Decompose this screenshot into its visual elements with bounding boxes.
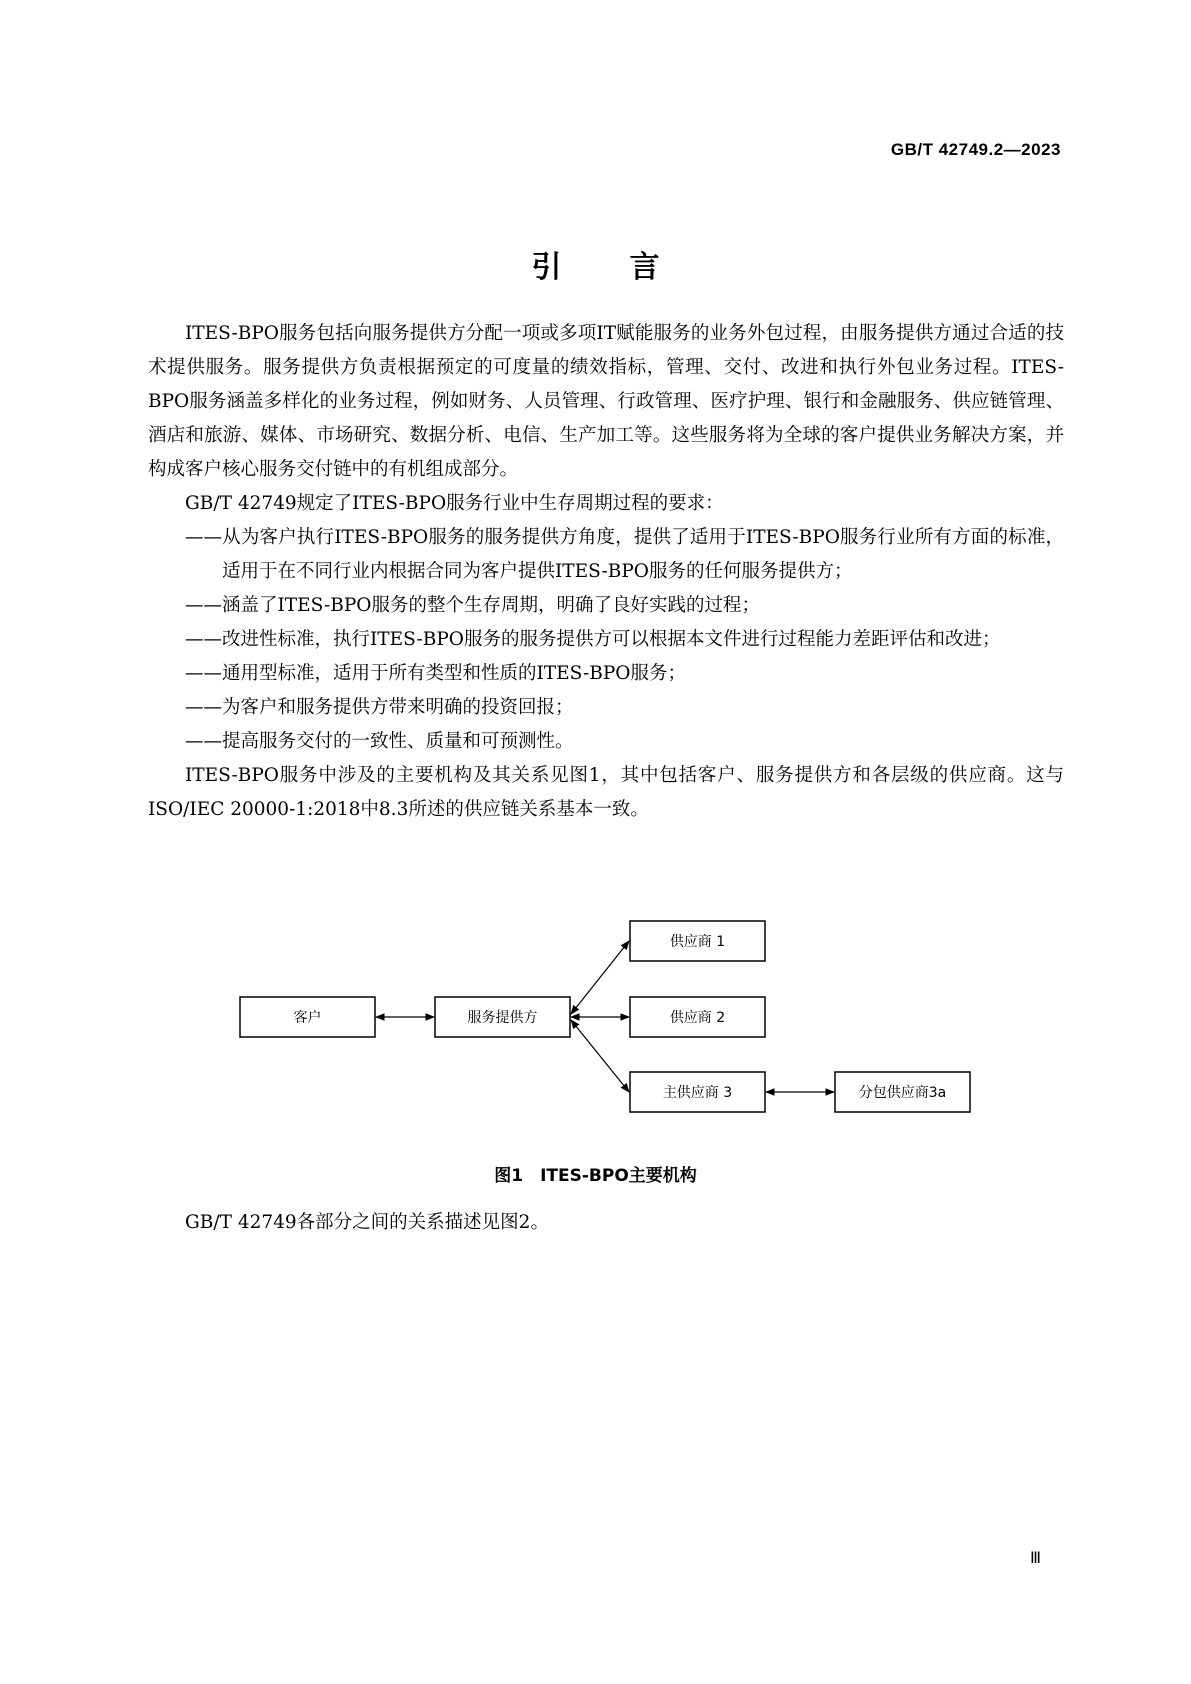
dash-symbol: ——	[185, 731, 222, 752]
page-number: Ⅲ	[1029, 1550, 1041, 1567]
provider-node	[435, 997, 570, 1037]
dash-symbol: ——	[185, 595, 222, 616]
after-body	[148, 1206, 1064, 1240]
provider-supplier3-arrow	[571, 1020, 629, 1092]
page-title: 引言	[531, 250, 728, 285]
after-paragraph: GB/T 42749各部分之间的关系描述见图2。	[185, 1212, 549, 1233]
dash-symbol: ——	[185, 697, 222, 718]
dash-item	[148, 725, 1064, 759]
dash-item	[148, 657, 1064, 691]
provider-label: 服务提供方	[467, 1010, 538, 1026]
dash-item-text: 从为客户执行ITES-BPO服务的服务提供方角度，提供了适用于ITES-BPO服务行业所有方面的标准，适用于在不同行业内根据合同为客户提供ITES-BPO服务的任何服务提供方；	[222, 527, 1064, 582]
intro-body	[148, 317, 1064, 827]
dash-item-text: 为客户和服务提供方带来明确的投资回报；	[222, 697, 574, 718]
supplier-3-node	[630, 1072, 765, 1112]
dash-item-text: 通用型标准，适用于所有类型和性质的ITES-BPO服务；	[222, 663, 686, 684]
provider-supplier1-arrow	[571, 941, 629, 1014]
subsupplier-label: 分包供应商3a	[858, 1085, 947, 1101]
customer-label: 客户	[293, 1010, 322, 1026]
organization-diagram	[0, 912, 1191, 1132]
dash-item	[148, 691, 1064, 725]
dash-item-text: 改进性标准，执行ITES-BPO服务的服务提供方可以根据本文件进行过程能力差距评估和改进；	[222, 629, 1001, 650]
dash-item-text: 提高服务交付的一致性、质量和可预测性。	[222, 731, 574, 752]
dash-item	[148, 623, 1064, 657]
customer-node	[240, 997, 375, 1037]
figure-caption: 图1 ITES-BPO主要机构	[494, 1166, 697, 1186]
subsupplier-node	[835, 1072, 970, 1112]
dash-item	[148, 589, 1064, 623]
supplier-3-label: 主供应商 3	[662, 1085, 733, 1101]
dash-symbol: ——	[185, 527, 222, 548]
dash-symbol: ——	[185, 629, 222, 650]
dash-symbol: ——	[185, 663, 222, 684]
supplier-1-label: 供应商 1	[669, 934, 726, 950]
supplier-2-node	[630, 997, 765, 1037]
intro-paragraph-1: ITES-BPO服务包括向服务提供方分配一项或多项IT赋能服务的业务外包过程，由服务提供方通过合适的技术提供服务。服务提供方负责根据预定的可度量的绩效指标，管理、交付、改进和执行外包业务过程。ITES-BPO服务涵盖多样化的业务过程，例如财务、人员管理、行政管理、医疗护理、银行和金融服务、供应链管理、酒店和旅游、媒体、市场研究、数据分析、电信、生产加工等。这些服务将为全球的客户提供业务解决方案，并构成客户核心服务交付链中的有机组成部分。	[148, 323, 1064, 480]
dash-item	[148, 521, 1064, 589]
intro-paragraph-3: ITES-BPO服务中涉及的主要机构及其关系见图1，其中包括客户、服务提供方和各层级的供应商。这与ISO/IEC 20000-1:2018中8.3所述的供应链关系基本一致。	[148, 765, 1064, 820]
intro-paragraph-2: GB/T 42749规定了ITES-BPO服务行业中生存周期过程的要求：	[185, 493, 724, 514]
standard-number: GB/T 42749.2—2023	[890, 140, 1061, 159]
supplier-2-label: 供应商 2	[669, 1010, 726, 1026]
supplier-1-node	[630, 921, 765, 961]
dash-item-text: 涵盖了ITES-BPO服务的整个生存周期，明确了良好实践的过程；	[222, 595, 760, 616]
